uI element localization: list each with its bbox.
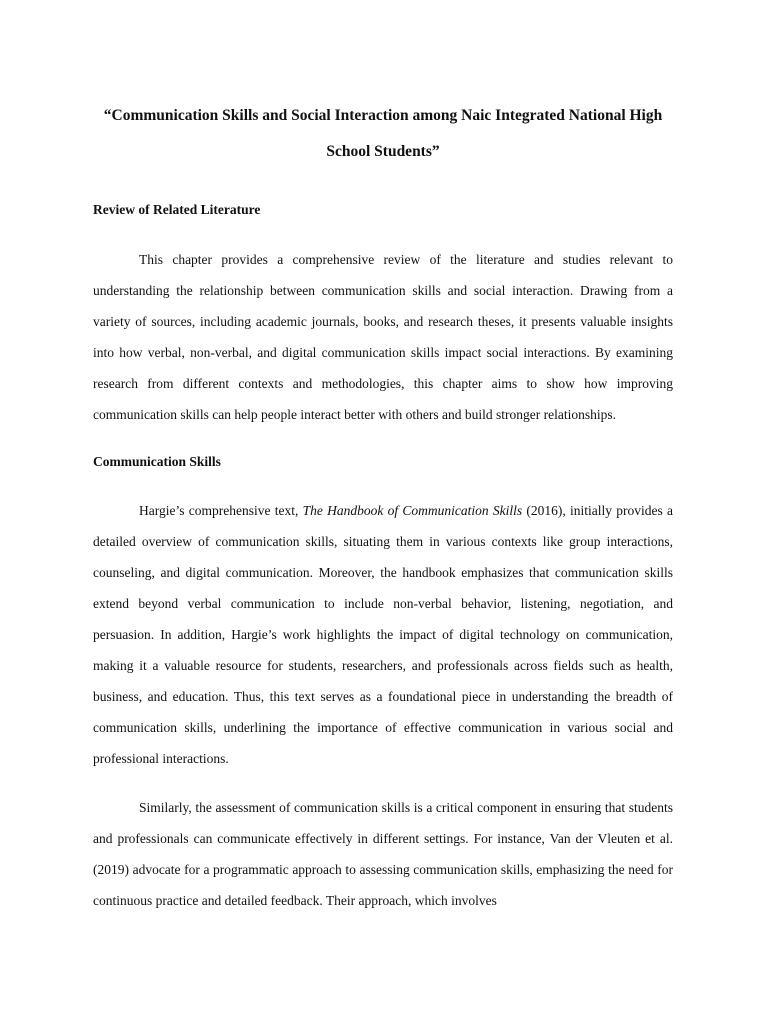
document-page: [93, 98, 673, 916]
section-heading: Review of Related Literature: [93, 202, 261, 217]
book-title: The Handbook of Communication Skills: [302, 503, 523, 518]
subsection-heading: Communication Skills: [93, 454, 221, 469]
intro-paragraph: This chapter provides a comprehensive review of the literature and studies relevant to understanding the relationship between communication skills and social interaction. Drawing from a variety of sources, including academic journals, books, and research theses, it presents valuable insights into how verbal, non-verbal, and digital communication skills impact social interactions. By examining research from different contexts and methodologies, this chapter aims to show how improving communication skills can help people interact better with others and build stronger relationships.: [93, 252, 673, 422]
paragraph-hargie: [93, 495, 673, 774]
paragraph-hargie-lead: Hargie’s comprehensive text,: [139, 503, 303, 518]
document-title: “Communication Skills and Social Interaction among Naic Integrated National High School Students”: [103, 107, 663, 160]
paragraph-assessment: Similarly, the assessment of communication skills is a critical component in ensuring that students and professionals can communicate effectively in different settings. For instance, Van der Vleuten et al. (2019) advocate for a programmatic approach to assessing communication skills, emphasizing the need for continuous practice and detailed feedback. Their approach, which involves: [93, 800, 673, 908]
paragraph-hargie-rest: (2016), initially provides a detailed overview of communication skills, situating them in various contexts like group interactions, counseling, and digital communication. Moreover, the handbook emphasizes that communication skills extend beyond verbal communication to include non-verbal behavior, listening, negotiation, and persuasion. In addition, Hargie’s work highlights the impact of digital technology on communication, making it a valuable resource for students, researchers, and professionals across fields such as health, business, and education. Thus, this text serves as a foundational piece in understanding the breadth of communication skills, underlining the importance of effective communication in various social and professional interactions.: [93, 503, 673, 766]
